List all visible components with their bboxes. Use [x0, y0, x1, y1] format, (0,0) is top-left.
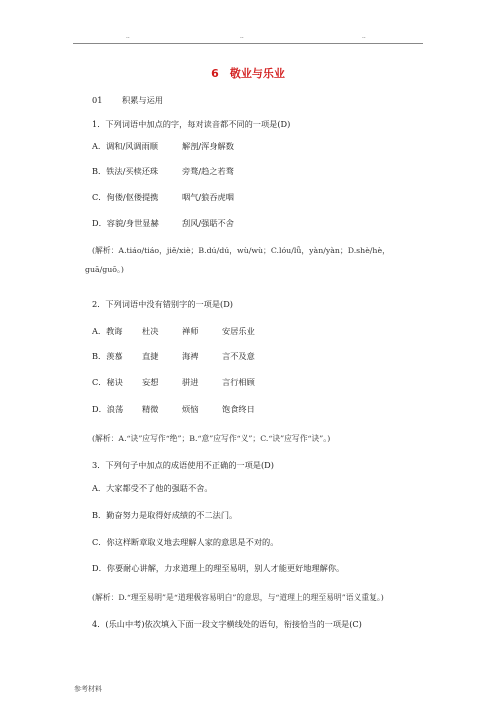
q1-option-d: D．容貌/身世显赫 刮风/强聒不舍 [92, 218, 234, 228]
q1-analysis-cont: guā/guō。) [85, 265, 124, 274]
q1-analysis: (解析：A.tiáo/tiáo，jiě/xiè；B.dú/dú，wù/wù；C.lóu/lǚ，yàn/yàn；D.shè/hè， [92, 246, 390, 255]
header-dot-right: .. [362, 33, 366, 40]
header-rule [73, 43, 423, 44]
q2-option-a: A．教诲 杜决 禅师 安居乐业 [92, 326, 255, 336]
q1-option-a: A．调和/风调雨顺 解剖/浑身解数 [92, 141, 234, 151]
q3-stem: 3．下列句子中加点的成语使用不正确的一项是(D) [92, 460, 274, 470]
q3-option-d: D．你要耐心讲解，力求道理上的理至易明，别人才能更好地理解你。 [92, 563, 345, 573]
header-dot-center: .. [240, 33, 244, 40]
q2-stem: 2．下列词语中没有错别字的一项是(D) [92, 299, 233, 309]
q1-stem: 1．下列词语中加点的字，每对读音都不同的一项是(D) [92, 119, 291, 129]
q3-option-b: B．勤奋努力是取得好成绩的不二法门。 [92, 510, 238, 520]
q3-option-c: C．你这样断章取义地去理解人家的意思是不对的。 [92, 537, 279, 547]
q3-analysis: (解析：D.“理至易明”是“道理极容易明白”的意思，与“道理上的理至易明”语义重复。) [92, 593, 384, 602]
section-heading [92, 95, 163, 106]
q2-option-c: C．秘诀 妄想 骈进 言行相顾 [92, 377, 255, 387]
q3-option-a: A．大家都受不了他的强聒不舍。 [92, 483, 213, 493]
footer-label: 参考材料 [74, 685, 102, 693]
q1-option-b: B．铁法/买椟还珠 旁骛/趋之若骛 [92, 166, 234, 176]
section-name: 积累与运用 [122, 95, 163, 105]
lesson-title: 6 敬业与乐业 [211, 67, 285, 80]
q2-analysis: (解析：A.“诀”应写作“绝”；B.“意”应写作“义”；C.“诀”应写作“诀”。) [92, 434, 331, 443]
q4-stem: 4．(乐山中考)依次填入下面一段文字横线处的语句，衔接恰当的一项是(C) [92, 619, 362, 629]
q2-option-b: B．羡慕 直捷 海裨 言不及意 [92, 351, 255, 361]
section-number: 01 [92, 95, 103, 105]
q2-option-d: D．浪荡 精微 烦恼 饱食终日 [92, 404, 255, 414]
q1-option-c: C．佝偻/伛偻提携 咽气/狼吞虎咽 [92, 192, 234, 202]
header-dot-left: .. [126, 33, 130, 40]
